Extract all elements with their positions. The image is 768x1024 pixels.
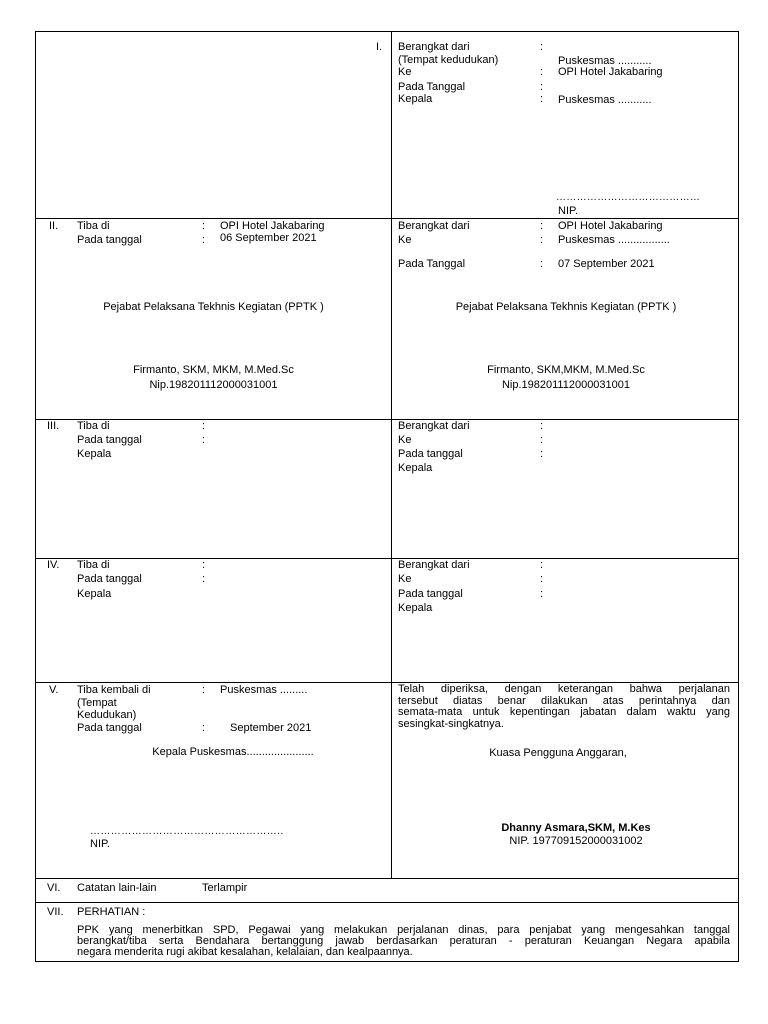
label-ke: Ke [398,434,412,446]
row-divider-2 [36,419,738,420]
label-pada-tanggal: Pada tanggal [398,588,463,600]
colon: : [202,234,206,246]
label-perhatian: PERHATIAN : [77,906,146,918]
value-tiba-di: OPI Hotel Jakabaring [220,220,325,232]
row-divider-3 [36,558,738,559]
kepala-puskesmas: Kepala Puskesmas...................... [152,746,314,758]
signature-dots: ……………………………………………….. [90,826,284,837]
section-number-v: V. [49,684,59,696]
label-nip: NIP. [90,838,110,850]
colon: : [540,220,544,232]
label-pada-tanggal: Pada tanggal [77,573,142,585]
label-pada-tanggal: Pada Tanggal [398,258,466,270]
perhatian-text [77,925,730,958]
colon: : [202,722,206,734]
value-tiba-kembali: Puskesmas ......... [220,684,308,696]
colon: : [540,420,544,432]
colon: : [540,258,544,270]
label-ke: Ke [398,573,412,585]
label-tiba-kembali: Tiba kembali di [77,684,151,696]
colon: : [540,434,544,446]
signatory-name: Dhanny Asmara,SKM, M.Kes [501,822,651,834]
verification-line-2: tersebut diatas benar dilakukan atas perintahnya dan [398,694,730,707]
label-ke: Ke [398,66,412,78]
pptk-title-left: Pejabat Pelaksana Tekhnis Kegiatan (PPTK ) [103,301,324,313]
value-berangkat-dari: OPI Hotel Jakabaring [558,220,663,232]
label-kepala: Kepala [398,602,433,614]
label-kepala: Kepala [398,462,433,474]
section-number-iv: IV. [47,559,60,571]
colon: : [202,573,206,585]
colon: : [540,448,544,460]
colon: : [540,588,544,600]
label-berangkat-dari: Berangkat dari [398,420,470,432]
label-berangkat-dari: Berangkat dari [398,559,470,571]
label-ke: Ke [398,234,412,246]
label-tempat: (Tempat [77,697,117,709]
signatory-name-right: Firmanto, SKM,MKM, M.Med.Sc [487,364,645,376]
colon: : [540,234,544,246]
row-divider-5 [36,878,738,879]
label-kepala: Kepala [77,588,112,600]
label-kepala: Kepala [77,448,112,460]
label-berangkat-dari: Berangkat dari [398,41,470,53]
colon: : [540,559,544,571]
perhatian-line-2: berangkat/tiba serta Bendahara bertanggung jawab berdasarkan peraturan - peraturan Keuangan Negara apabila [77,935,730,947]
value-catatan: Terlampir [202,882,248,894]
label-pada-tanggal: Pada tanggal [398,448,463,460]
kuasa-pengguna-anggaran: Kuasa Pengguna Anggaran, [489,747,627,759]
verification-line-1: Telah diperiksa, dengan keterangan bahwa perjalanan [398,683,730,695]
label-kedudukan: Kedudukan) [77,709,137,721]
colon: : [202,220,206,232]
label-pada-tanggal: Pada Tanggal [398,81,466,93]
perhatian-line-1: PPK yang menerbitkan SPD, Pegawai yang melakukan perjalanan dinas, para penjabat yang mengesahkan tanggal [77,924,730,936]
label-berangkat-dari: Berangkat dari [398,220,470,232]
colon: : [540,573,544,585]
label-tiba-di: Tiba di [77,220,110,232]
colon: : [202,434,206,446]
section-number-ii: II. [49,220,59,232]
verification-line-4: sesingkat-singkatnya. [398,717,504,730]
perhatian-line-3: negara menderita rugi akibat kesalahan, kelalaian, dan kealpaannya. [77,946,413,958]
value-tempat-kedudukan: Puskesmas ........... [558,55,652,67]
signature-dots: …………………………………… [556,192,701,203]
colon: : [202,684,206,696]
signatory-nip-left: Nip.198201112000031001 [149,379,278,391]
colon: : [540,93,544,105]
label-tiba-di: Tiba di [77,559,110,571]
signatory-nip-right: Nip.198201112000031001 [501,379,631,391]
label-pada-tanggal: Pada tanggal [77,434,142,446]
label-pada-tanggal: Pada tanggal [77,722,142,734]
row-divider-1 [36,218,738,219]
section-number-i: I. [376,41,383,53]
signatory-name-left: Firmanto, SKM, MKM, M.Med.Sc [133,364,294,376]
value-ke: OPI Hotel Jakabaring [558,66,663,78]
section-number-vi: VI. [47,882,61,894]
section-number-iii: III. [47,420,60,432]
value-pada-tanggal: 06 September 2021 [220,232,317,244]
verification-statement [398,684,730,730]
label-kepala: Kepala [398,93,433,105]
value-pada-tanggal: 07 September 2021 [558,258,655,270]
label-tiba-di: Tiba di [77,420,110,432]
verification-line-3: semata-mata untuk kepentingan jabatan dalam waktu yang [398,706,730,718]
colon: : [540,41,544,53]
colon: : [540,81,544,93]
label-pada-tanggal: Pada tanggal [77,234,142,246]
row-divider-6 [36,902,738,903]
value-pada-tanggal: September 2021 [230,722,312,734]
label-tempat-kedudukan: (Tempat kedudukan) [398,54,499,66]
colon: : [202,559,206,571]
section-number-vii: VII. [47,906,64,918]
colon: : [202,420,206,432]
value-kepala: Puskesmas ........... [558,94,652,106]
value-ke: Puskesmas ................. [558,234,670,246]
label-nip: NIP. [558,205,578,217]
pptk-title-right: Pejabat Pelaksana Tekhnis Kegiatan (PPTK ) [455,301,677,313]
colon: : [540,66,544,78]
signatory-nip: NIP. 197709152000031002 [509,835,643,847]
label-catatan: Catatan lain-lain [77,882,157,894]
